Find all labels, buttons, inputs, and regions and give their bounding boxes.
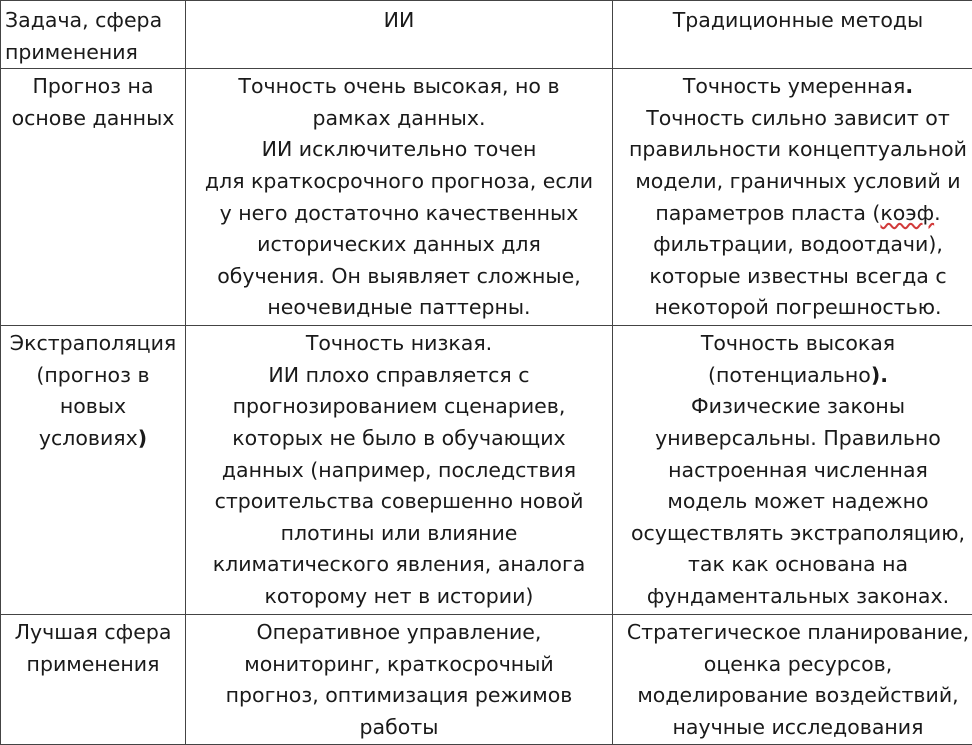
traditional-cell (613, 326, 972, 615)
traditional-line (617, 360, 972, 392)
task-cell (1, 615, 186, 744)
header-ai-label: ИИ (190, 5, 608, 37)
traditional-line: которые известны всегда с (617, 261, 972, 293)
ai-line: климатического явления, аналога (190, 549, 608, 581)
traditional-line: так как основана на (617, 549, 972, 581)
task-line: новых (5, 391, 181, 423)
ai-line: рамках данных. (190, 103, 608, 135)
traditional-bold-end: ). (871, 363, 888, 387)
ai-line: неочевидные паттерны. (190, 292, 608, 324)
traditional-line: фундаментальных законах. (617, 581, 972, 613)
spellcheck-underlined-word: коэф (880, 201, 934, 225)
ai-cell (186, 69, 613, 326)
ai-line: строительства совершенно новой (190, 486, 608, 518)
header-task-line: применения (5, 37, 181, 69)
traditional-line: осуществлять экстраполяцию, (617, 518, 972, 550)
traditional-cell (613, 69, 972, 326)
ai-line: исторических данных для (190, 229, 608, 261)
traditional-text: параметров пласта ( (655, 201, 880, 225)
ai-cell (186, 326, 613, 615)
ai-line: прогноз, оптимизация режимов (190, 680, 608, 712)
header-ai-cell (186, 1, 613, 69)
task-line: применения (5, 649, 181, 681)
header-traditional-cell (613, 1, 972, 69)
ai-line: Оперативное управление, (190, 617, 608, 649)
traditional-line: правильности концептуальной (617, 134, 972, 166)
traditional-line: Физические законы (617, 391, 972, 423)
ai-line: данных (например, последствия (190, 455, 608, 487)
ai-line: для краткосрочного прогноза, если (190, 166, 608, 198)
ai-line: у него достаточно качественных (190, 198, 608, 230)
task-bold-paren: ) (138, 426, 147, 450)
traditional-line: Точность высокая (617, 328, 972, 360)
traditional-line (617, 71, 972, 103)
header-row (1, 1, 972, 69)
table-row (1, 326, 972, 615)
ai-line: обучения. Он выявляет сложные, (190, 261, 608, 293)
traditional-line: модель может надежно (617, 486, 972, 518)
ai-line: прогнозированием сценариев, (190, 391, 608, 423)
traditional-line: моделирование воздействий, (617, 680, 972, 712)
task-text: условиях (39, 426, 138, 450)
ai-line: ИИ плохо справляется с (190, 360, 608, 392)
header-task-line: Задача, сфера (5, 5, 181, 37)
task-line: (прогноз в (5, 360, 181, 392)
task-line: Экстраполяция (5, 328, 181, 360)
traditional-line: научные исследования (617, 712, 972, 744)
ai-line: плотины или влияние (190, 518, 608, 550)
task-cell (1, 326, 186, 615)
header-task-cell (1, 1, 186, 69)
traditional-bold-period: . (905, 74, 913, 98)
traditional-line: некоторой погрешностью. (617, 292, 972, 324)
task-cell (1, 69, 186, 326)
header-traditional-label: Традиционные методы (617, 5, 972, 37)
table-row (1, 69, 972, 326)
traditional-line: модели, граничных условий и (617, 166, 972, 198)
traditional-text: Точность умеренная (683, 74, 905, 98)
traditional-line: универсальны. Правильно (617, 423, 972, 455)
ai-line: которых не было в обучающих (190, 423, 608, 455)
ai-line: Точность очень высокая, но в (190, 71, 608, 103)
task-line: основе данных (5, 103, 181, 135)
traditional-text: . (934, 201, 941, 225)
ai-line: работы (190, 712, 608, 744)
traditional-line: настроенная численная (617, 455, 972, 487)
traditional-line: фильтрации, водоотдачи), (617, 229, 972, 261)
ai-line: ИИ исключительно точен (190, 134, 608, 166)
ai-line: которому нет в истории) (190, 581, 608, 613)
traditional-line: Стратегическое планирование, (617, 617, 972, 649)
task-line: Лучшая сфера (5, 617, 181, 649)
traditional-line: оценка ресурсов, (617, 649, 972, 681)
traditional-line (617, 198, 972, 230)
traditional-cell (613, 615, 972, 744)
ai-line: мониторинг, краткосрочный (190, 649, 608, 681)
table-row (1, 615, 972, 744)
task-line (5, 423, 181, 455)
ai-line: Точность низкая. (190, 328, 608, 360)
traditional-line: Точность сильно зависит от (617, 103, 972, 135)
task-line: Прогноз на (5, 71, 181, 103)
traditional-text: (потенциально (708, 363, 871, 387)
ai-cell (186, 615, 613, 744)
